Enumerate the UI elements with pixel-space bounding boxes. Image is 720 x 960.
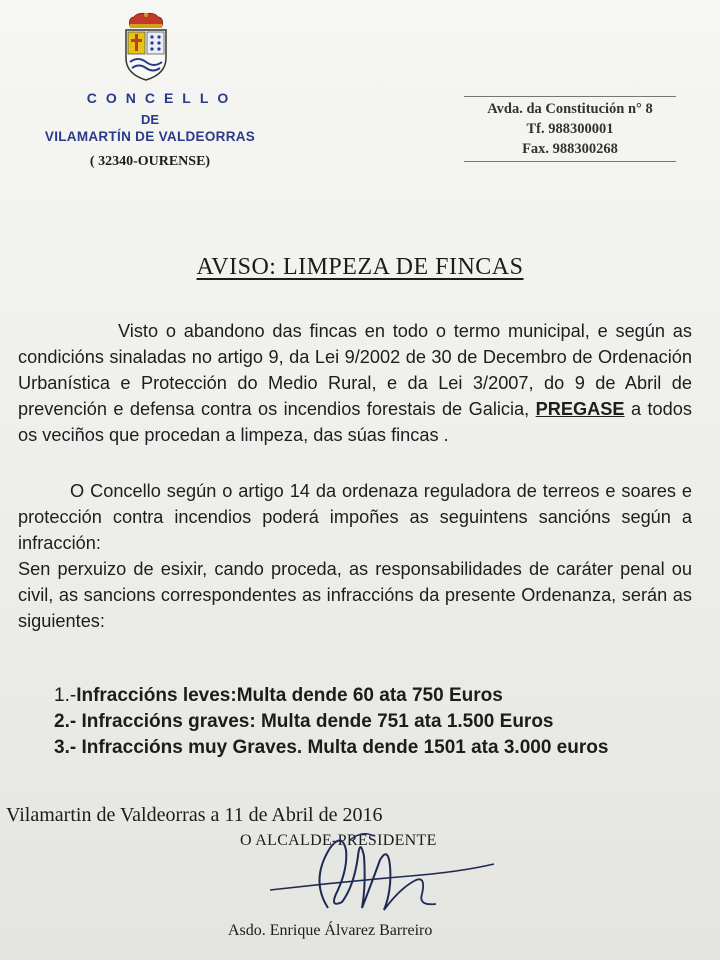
paragraph-1-text-b: a todos os veciños que procedan a limpeza, das súas fincas . <box>18 399 692 445</box>
sanction-amount: Multa dende 60 ata 750 Euros <box>236 685 503 706</box>
header-municipality-name: VILAMARTÍN DE VALDEORRAS <box>44 129 256 144</box>
sanction-label: Infraccións muy Graves. <box>81 737 308 758</box>
sanction-item-muy-graves <box>54 735 694 761</box>
notice-title-text: AVISO: LIMPEZA DE FINCAS <box>196 254 524 280</box>
contact-bottom-rule <box>464 161 676 162</box>
municipality-header <box>40 90 260 170</box>
sanction-number: 2.- <box>54 711 82 732</box>
paragraph-1-text-a: Visto o abandono das fincas en todo o termo municipal, e según as condicións sinaladas no artigo 9, da Lei 9/2002 de 30 de Decembro de Ordenación Urbanística e Protección do Medio Rural, e da Lei 3/2007, do 9 de Abril de prevención e defensa contra os incendios forestais de Galicia, <box>18 321 692 419</box>
sanction-item-graves <box>54 709 694 735</box>
contact-fax: Fax. 988300268 <box>522 141 618 157</box>
sanction-amount: Multa dende 751 ata 1.500 Euros <box>260 711 554 732</box>
contact-address: Avda. da Constitución n° 8 <box>487 101 653 117</box>
signer-name: Asdo. Enrique Álvarez Barreiro <box>228 922 433 939</box>
sanction-label: Infraccións leves: <box>76 685 237 706</box>
notice-body <box>18 318 692 634</box>
contact-phone: Tf. 988300001 <box>526 121 614 137</box>
header-concello: CONCELLO <box>86 90 238 106</box>
sanction-item-leves <box>54 683 694 709</box>
signature-icon <box>250 790 510 930</box>
sanction-number: 1.- <box>54 685 77 706</box>
sanction-number: 3.- <box>54 737 82 758</box>
pregase-emphasis: PREGASE <box>535 399 625 419</box>
contact-top-rule <box>464 96 676 97</box>
body-paragraph-1 <box>18 318 692 448</box>
sanction-label: Infraccións graves: <box>81 711 261 732</box>
header-de: DE <box>140 112 160 127</box>
signer-role: O ALCALDE-PRESIDENTE <box>240 832 437 849</box>
sanctions-list <box>54 683 694 761</box>
place-and-date: Vilamartin de Valdeorras a 11 de Abril de 2016 <box>6 804 383 826</box>
coat-of-arms-icon <box>120 12 172 82</box>
notice-title <box>0 254 720 281</box>
header-postal-code: ( 32340-OURENSE) <box>89 154 211 169</box>
contact-block <box>464 94 676 164</box>
body-paragraph-2: O Concello según o artigo 14 da ordenaza reguladora de terreos e soares e protección contra incendios poderá impoñes as seguintens sancións según a infracción: <box>18 481 692 553</box>
sanction-amount: Multa dende 1501 ata 3.000 euros <box>307 737 609 758</box>
body-paragraph-3: Sen perxuizo de esixir, cando proceda, as responsabilidades de caráter penal ou civil, as sancions correspondentes as infraccións da presente Ordenanza, serán as siguientes: <box>18 559 692 631</box>
